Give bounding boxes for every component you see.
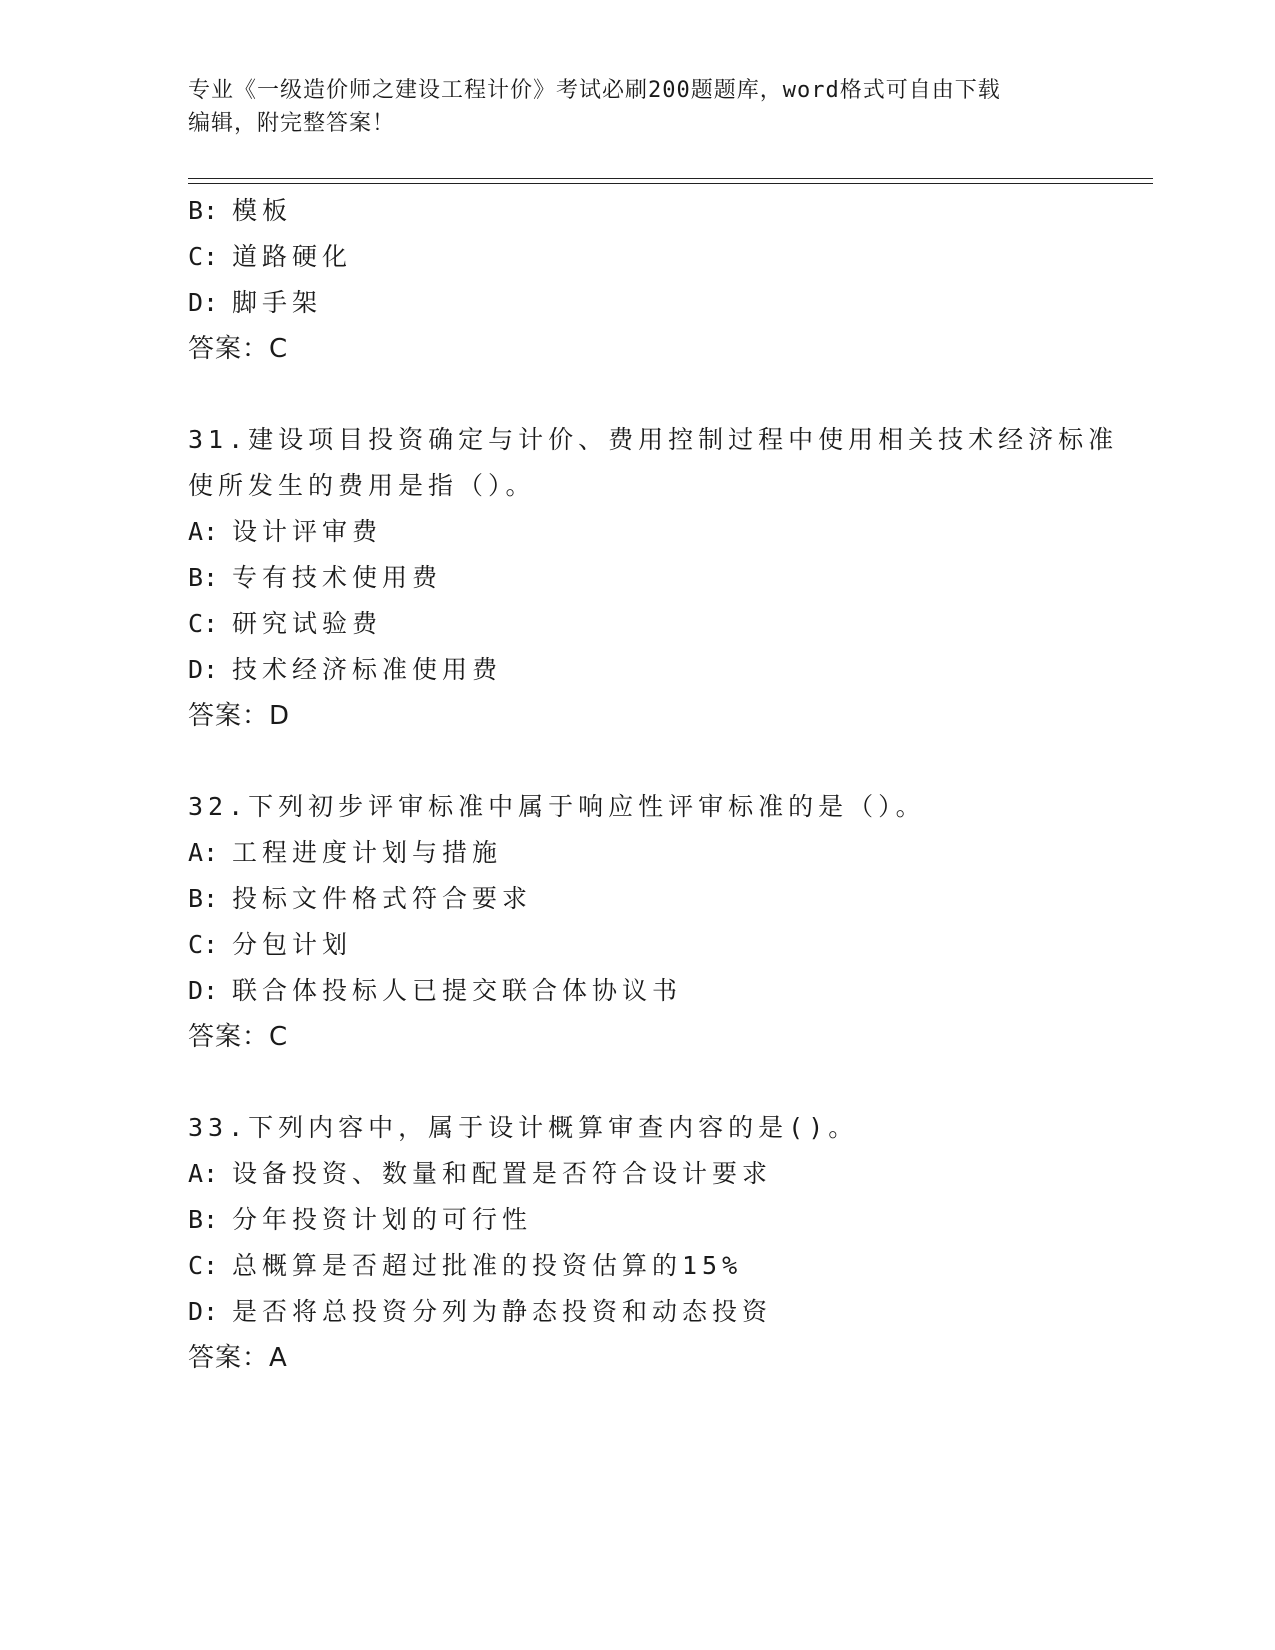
option-a: A: 设备投资、数量和配置是否符合设计要求 — [188, 1159, 773, 1188]
document-body — [188, 188, 1119, 1381]
option-d: D: 是否将总投资分列为静态投资和动态投资 — [188, 1297, 773, 1326]
header-divider-top — [188, 178, 1153, 179]
answer-line: 答案：D — [188, 701, 291, 731]
question-stem-cont: 使所发生的费用是指（）。 — [188, 471, 536, 500]
option-b: B: 专有技术使用费 — [188, 563, 443, 592]
answer-line: 答案：A — [188, 1343, 288, 1373]
prev-question-block — [188, 188, 1088, 372]
question-31 — [188, 417, 1119, 739]
option-b: B: 模板 — [188, 196, 293, 225]
question-stem: 33.下列内容中，属于设计概算审查内容的是()。 — [188, 1113, 859, 1142]
header-divider-bottom — [188, 183, 1153, 184]
document-header — [188, 74, 1088, 140]
option-c: C: 总概算是否超过批准的投资估算的15% — [188, 1251, 743, 1280]
option-b: B: 分年投资计划的可行性 — [188, 1205, 533, 1234]
answer-line: 答案：C — [188, 334, 289, 364]
option-c: C: 道路硬化 — [188, 242, 353, 271]
question-32 — [188, 784, 1088, 1060]
option-b: B: 投标文件格式符合要求 — [188, 884, 533, 913]
option-c: C: 分包计划 — [188, 930, 353, 959]
option-c: C: 研究试验费 — [188, 609, 383, 638]
option-d: D: 技术经济标准使用费 — [188, 655, 503, 684]
header-title-line1: 专业《一级造价师之建设工程计价》考试必刷200题题库，word格式可自由下载 — [188, 78, 1001, 103]
question-stem: 31.建设项目投资确定与计价、费用控制过程中使用相关技术经济标准 — [188, 425, 1119, 454]
answer-line: 答案：C — [188, 1022, 289, 1052]
question-33 — [188, 1105, 1088, 1381]
header-title-line2: 编辑，附完整答案！ — [188, 111, 396, 136]
option-a: A: 设计评审费 — [188, 517, 383, 546]
option-a: A: 工程进度计划与措施 — [188, 838, 503, 867]
question-stem: 32.下列初步评审标准中属于响应性评审标准的是（）。 — [188, 792, 926, 821]
option-d: D: 联合体投标人已提交联合体协议书 — [188, 976, 683, 1005]
option-d: D: 脚手架 — [188, 288, 323, 317]
